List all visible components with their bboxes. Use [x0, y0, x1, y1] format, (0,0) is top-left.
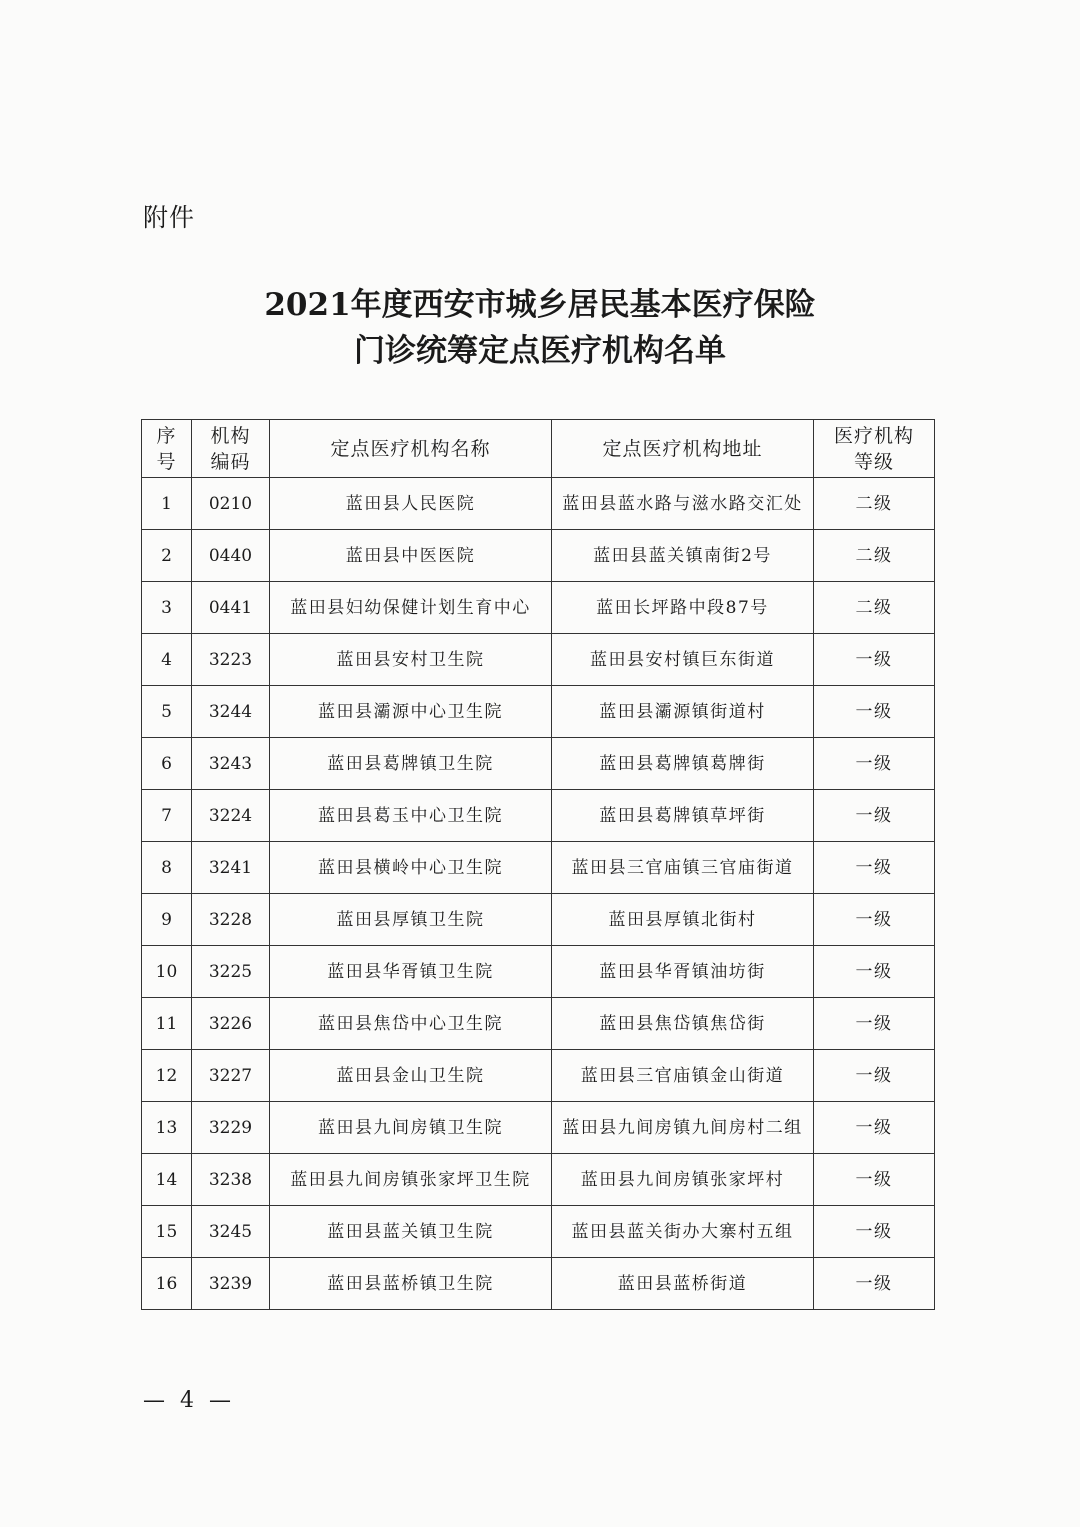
cell-code: 3239 [192, 1258, 270, 1310]
cell-address: 蓝田县蓝关街办大寨村五组 [552, 1206, 814, 1258]
cell-name: 蓝田县安村卫生院 [270, 634, 552, 686]
table-row [142, 1154, 935, 1206]
page-number: — 4 — [143, 1388, 235, 1413]
cell-code: 0210 [192, 478, 270, 530]
cell-level: 一级 [814, 790, 935, 842]
cell-name: 蓝田县人民医院 [270, 478, 552, 530]
cell-seq: 5 [142, 686, 192, 738]
cell-level: 一级 [814, 1206, 935, 1258]
title-line-2: 门诊统筹定点医疗机构名单 [354, 333, 726, 369]
cell-code: 3227 [192, 1050, 270, 1102]
header-level: 医疗机构等级 [814, 420, 935, 478]
cell-address: 蓝田县厚镇北街村 [552, 894, 814, 946]
table-row [142, 946, 935, 998]
cell-address: 蓝田长坪路中段87号 [552, 582, 814, 634]
table-row [142, 738, 935, 790]
cell-name: 蓝田县横岭中心卫生院 [270, 842, 552, 894]
table-row [142, 582, 935, 634]
cell-code: 3228 [192, 894, 270, 946]
cell-address: 蓝田县葛牌镇草坪街 [552, 790, 814, 842]
cell-address: 蓝田县蓝桥街道 [552, 1258, 814, 1310]
cell-address: 蓝田县九间房镇九间房村二组 [552, 1102, 814, 1154]
header-seq: 序号 [142, 420, 192, 478]
cell-level: 二级 [814, 478, 935, 530]
table-row [142, 1102, 935, 1154]
cell-level: 二级 [814, 530, 935, 582]
cell-seq: 11 [142, 998, 192, 1050]
cell-name: 蓝田县九间房镇张家坪卫生院 [270, 1154, 552, 1206]
table-row [142, 1206, 935, 1258]
cell-code: 3229 [192, 1102, 270, 1154]
cell-seq: 12 [142, 1050, 192, 1102]
header-address: 定点医疗机构地址 [552, 420, 814, 478]
table-row [142, 478, 935, 530]
cell-code: 3238 [192, 1154, 270, 1206]
cell-name: 蓝田县灞源中心卫生院 [270, 686, 552, 738]
cell-level: 一级 [814, 738, 935, 790]
attachment-label: 附件 [143, 203, 196, 232]
table-row [142, 1050, 935, 1102]
cell-seq: 4 [142, 634, 192, 686]
cell-address: 蓝田县三官庙镇三官庙街道 [552, 842, 814, 894]
cell-name: 蓝田县蓝关镇卫生院 [270, 1206, 552, 1258]
cell-seq: 10 [142, 946, 192, 998]
header-name: 定点医疗机构名称 [270, 420, 552, 478]
cell-level: 一级 [814, 1102, 935, 1154]
cell-level: 二级 [814, 582, 935, 634]
cell-seq: 3 [142, 582, 192, 634]
cell-code: 3241 [192, 842, 270, 894]
cell-code: 3224 [192, 790, 270, 842]
document-title [0, 282, 1080, 374]
table-header-row [142, 420, 935, 478]
cell-code: 3245 [192, 1206, 270, 1258]
cell-address: 蓝田县华胥镇油坊街 [552, 946, 814, 998]
table-body [142, 478, 935, 1310]
cell-address: 蓝田县蓝关镇南街2号 [552, 530, 814, 582]
cell-level: 一级 [814, 634, 935, 686]
cell-code: 0441 [192, 582, 270, 634]
cell-name: 蓝田县金山卫生院 [270, 1050, 552, 1102]
cell-seq: 16 [142, 1258, 192, 1310]
cell-code: 3226 [192, 998, 270, 1050]
cell-address: 蓝田县九间房镇张家坪村 [552, 1154, 814, 1206]
cell-address: 蓝田县灞源镇街道村 [552, 686, 814, 738]
institution-table [141, 419, 935, 1310]
cell-name: 蓝田县九间房镇卫生院 [270, 1102, 552, 1154]
cell-name: 蓝田县焦岱中心卫生院 [270, 998, 552, 1050]
cell-seq: 2 [142, 530, 192, 582]
table-row [142, 1258, 935, 1310]
table-row [142, 530, 935, 582]
table-row [142, 842, 935, 894]
cell-address: 蓝田县安村镇巨东街道 [552, 634, 814, 686]
cell-name: 蓝田县妇幼保健计划生育中心 [270, 582, 552, 634]
table-row [142, 686, 935, 738]
cell-seq: 13 [142, 1102, 192, 1154]
cell-name: 蓝田县蓝桥镇卫生院 [270, 1258, 552, 1310]
table-row [142, 894, 935, 946]
cell-seq: 8 [142, 842, 192, 894]
cell-seq: 1 [142, 478, 192, 530]
cell-name: 蓝田县葛牌镇卫生院 [270, 738, 552, 790]
table-row [142, 790, 935, 842]
header-code: 机构编码 [192, 420, 270, 478]
cell-seq: 6 [142, 738, 192, 790]
cell-name: 蓝田县厚镇卫生院 [270, 894, 552, 946]
cell-code: 3223 [192, 634, 270, 686]
cell-code: 0440 [192, 530, 270, 582]
cell-address: 蓝田县蓝水路与滋水路交汇处 [552, 478, 814, 530]
cell-address: 蓝田县三官庙镇金山街道 [552, 1050, 814, 1102]
title-line-1: 2021年度西安市城乡居民基本医疗保险 [264, 287, 816, 323]
table-row [142, 634, 935, 686]
cell-seq: 7 [142, 790, 192, 842]
cell-name: 蓝田县中医医院 [270, 530, 552, 582]
cell-address: 蓝田县焦岱镇焦岱街 [552, 998, 814, 1050]
cell-code: 3243 [192, 738, 270, 790]
cell-level: 一级 [814, 1050, 935, 1102]
cell-level: 一级 [814, 894, 935, 946]
cell-level: 一级 [814, 1154, 935, 1206]
cell-name: 蓝田县华胥镇卫生院 [270, 946, 552, 998]
cell-address: 蓝田县葛牌镇葛牌街 [552, 738, 814, 790]
cell-level: 一级 [814, 842, 935, 894]
cell-name: 蓝田县葛玉中心卫生院 [270, 790, 552, 842]
cell-code: 3244 [192, 686, 270, 738]
cell-seq: 14 [142, 1154, 192, 1206]
table-row [142, 998, 935, 1050]
cell-seq: 15 [142, 1206, 192, 1258]
cell-level: 一级 [814, 998, 935, 1050]
cell-level: 一级 [814, 1258, 935, 1310]
cell-code: 3225 [192, 946, 270, 998]
cell-seq: 9 [142, 894, 192, 946]
cell-level: 一级 [814, 686, 935, 738]
cell-level: 一级 [814, 946, 935, 998]
